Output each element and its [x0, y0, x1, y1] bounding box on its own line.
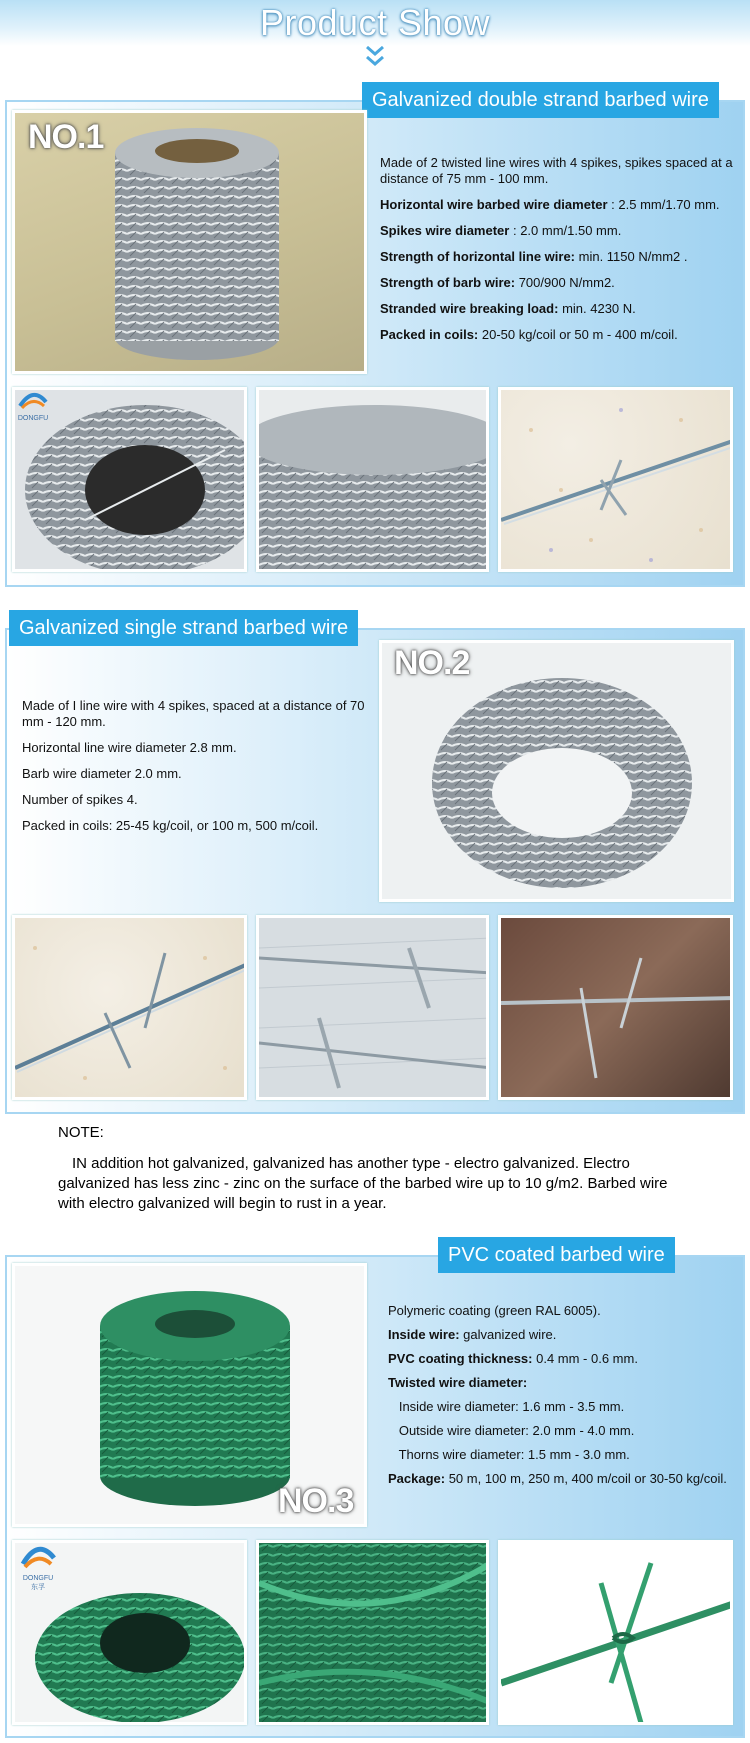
section-title-pvc-coated: PVC coated barbed wire	[438, 1237, 675, 1273]
page-title: Product Show	[259, 2, 491, 43]
spec-line: Inside wire: galvanized wire.	[388, 1327, 557, 1342]
spec-line: Horizontal wire barbed wire diameter : 2.5 mm/1.70 mm.	[380, 197, 720, 212]
brand-logo	[16, 390, 50, 422]
spec-line: Inside wire diameter: 1.6 mm - 3.5 mm.	[388, 1399, 625, 1414]
spec-intro: Made of 2 twisted line wires with 4 spikes, spikes spaced at a distance of 75 mm - 100 mm.	[380, 155, 733, 186]
note-heading: NOTE:	[58, 1124, 104, 1141]
brand-logo-text: DONGFU	[22, 1575, 54, 1582]
product-number-label: NO.2	[394, 644, 470, 682]
spec-line: Strength of barb wire: 700/900 N/mm2.	[380, 275, 615, 290]
section-title-double-strand: Galvanized double strand barbed wire	[362, 82, 719, 118]
chevron-down-icon	[366, 56, 384, 66]
spec-line: Polymeric coating (green RAL 6005).	[388, 1303, 601, 1318]
spec-line: Package: 50 m, 100 m, 250 m, 400 m/coil or 30-50 kg/coil.	[388, 1471, 727, 1486]
spec-line: Number of spikes 4.	[22, 792, 138, 807]
brand-logo-text: DONGFU	[17, 415, 49, 422]
dongfu-logo-icon	[16, 390, 50, 410]
barbed-wire-closeup-image	[259, 390, 489, 572]
spec-line: Spikes wire diameter : 2.0 mm/1.50 mm.	[380, 223, 622, 238]
brand-logo	[18, 1544, 58, 1592]
spec-line: Twisted wire diameter:	[388, 1375, 528, 1390]
barb-detail-image	[15, 918, 247, 1100]
product-thumbnail	[256, 1540, 489, 1725]
dongfu-logo-icon	[18, 1544, 58, 1570]
pvc-barb-detail-image	[501, 1543, 733, 1725]
product-thumbnail	[498, 915, 733, 1100]
chevron-down-icon	[366, 46, 384, 56]
brand-logo-subtext: 东孚	[31, 1584, 45, 1591]
product-thumbnail	[256, 915, 489, 1100]
product-thumbnail	[12, 915, 247, 1100]
spec-line: Packed in coils: 25-45 kg/coil, or 100 m, 500 m/coil.	[22, 818, 319, 833]
spec-line: Barb wire diameter 2.0 mm.	[22, 766, 182, 781]
product-thumbnail	[498, 1540, 733, 1725]
spec-line: PVC coating thickness: 0.4 mm - 0.6 mm.	[388, 1351, 638, 1366]
spec-line: Made of I line wire with 4 spikes, spaced at a distance of 70 mm - 120 mm.	[22, 698, 365, 729]
pvc-barb-closeup-image	[259, 1543, 489, 1725]
product-number-label: NO.1	[28, 118, 104, 156]
product-thumbnail	[498, 387, 733, 572]
spec-line: Stranded wire breaking load: min. 4230 N.	[380, 301, 636, 316]
barb-detail-image	[259, 918, 489, 1100]
product-thumbnail	[256, 387, 489, 572]
barb-detail-image	[501, 390, 733, 572]
spec-line: Packed in coils: 20-50 kg/coil or 50 m - 400 m/coil.	[380, 327, 678, 342]
barb-detail-image	[501, 918, 733, 1100]
section-title-single-strand: Galvanized single strand barbed wire	[9, 610, 358, 646]
spec-line: Horizontal line wire diameter 2.8 mm.	[22, 740, 237, 755]
product-number-label: NO.3	[278, 1482, 354, 1520]
spec-line: Thorns wire diameter: 1.5 mm - 3.0 mm.	[388, 1447, 630, 1462]
spec-line: Strength of horizontal line wire: min. 1150 N/mm2 .	[380, 249, 688, 264]
spec-line: Outside wire diameter: 2.0 mm - 4.0 mm.	[388, 1423, 635, 1438]
note-text: IN addition hot galvanized, galvanized has another type - electro galvanized. Electro galvanized has less zinc - zinc on the surface of the barbed wire up to 10 g/m2. Barbed wire with electro galvanized will begin to rust in a year.	[58, 1155, 668, 1212]
